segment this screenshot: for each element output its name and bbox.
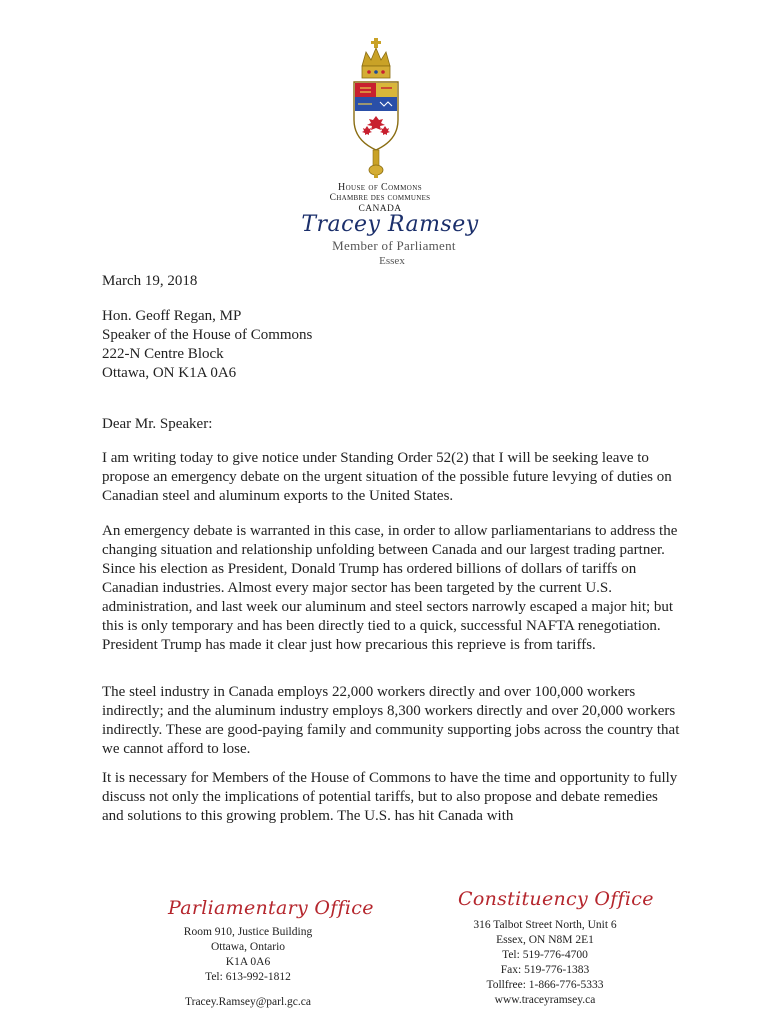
body-paragraph-2: An emergency debate is warranted in this case, in order to allow parliamentarians to address the changing situation and relationship unfolding between Canada and our largest trading partner. Since his election as President, Donald Trump has ordered billions of dollars of tariffs on Canadian industries. Almost every major sector has been targeted by the current U.S. administration, and last week our aluminum and steel sectors narrowly escaped a major hit; but this is only temporary and has been directly tied to a quick, successful NAFTA renegotiation. President Trump has made it clear just how precarious this reprieve is from tariffs. xyxy=(102,523,678,653)
body-paragraph-4: It is necessary for Members of the House of Commons to have the time and opportunity to fully discuss not only the implications of potential tariffs, but to also propose and debate remedies and solutions to this growing problem. The U.S. has hit Canada with xyxy=(102,770,678,824)
letter-date: March 19, 2018 xyxy=(102,273,198,289)
recipient-city: Ottawa, ON K1A 0A6 xyxy=(102,365,237,381)
tollfree-line: Tollfree: 1-866-776-5333 xyxy=(486,979,604,991)
mp-riding: Essex xyxy=(379,255,405,267)
salutation: Dear Mr. Speaker: xyxy=(102,416,213,432)
website-address: www.traceyramsey.ca xyxy=(494,994,596,1006)
constituency-office-address xyxy=(430,918,660,993)
phone-line: Tel: 519-776-4700 xyxy=(502,949,588,961)
mp-title: Member of Parliament xyxy=(332,238,456,253)
address-line: Essex, ON N8M 2E1 xyxy=(496,934,594,946)
recipient-office: 222-N Centre Block xyxy=(102,346,224,362)
recipient-title: Speaker of the House of Commons xyxy=(102,327,313,343)
body-paragraph-1: I am writing today to give notice under Standing Order 52(2) that I will be seeking leave to propose an emergency debate on the urgent situation of the possible future levying of duties on Canadian steel and aluminum exports to the United States. xyxy=(102,450,672,504)
institution-name-en: House of Commons xyxy=(337,182,423,193)
institution-name-fr: Chambre des communes xyxy=(329,193,431,203)
constituency-office-heading: Constituency Office xyxy=(458,888,654,910)
email-address: Tracey.Ramsey@parl.gc.ca xyxy=(185,996,311,1008)
country-name: CANADA xyxy=(358,204,402,214)
recipient-address xyxy=(102,307,312,383)
fax-line: Fax: 519-776-1383 xyxy=(500,964,590,976)
body-paragraph-3: The steel industry in Canada employs 22,000 workers directly and over 100,000 workers indirectly; and the aluminum industry employs 8,300 workers directly and over 20,000 workers indirectly. These are good-paying family and community supporting jobs across the country that we cannot afford to lose. xyxy=(102,684,680,757)
mp-signature-name: Tracey Ramsey xyxy=(301,212,479,237)
house-of-commons-crest-icon xyxy=(340,36,412,178)
address-line: K1A 0A6 xyxy=(225,956,271,968)
parliamentary-office-address xyxy=(148,925,348,985)
parliamentary-office-heading: Parliamentary Office xyxy=(168,897,374,919)
address-line: 316 Talbot Street North, Unit 6 xyxy=(473,919,617,931)
address-line: Room 910, Justice Building xyxy=(183,926,313,938)
address-line: Ottawa, Ontario xyxy=(210,941,286,953)
phone-line: Tel: 613-992-1812 xyxy=(205,971,291,983)
recipient-name: Hon. Geoff Regan, MP xyxy=(102,308,242,324)
